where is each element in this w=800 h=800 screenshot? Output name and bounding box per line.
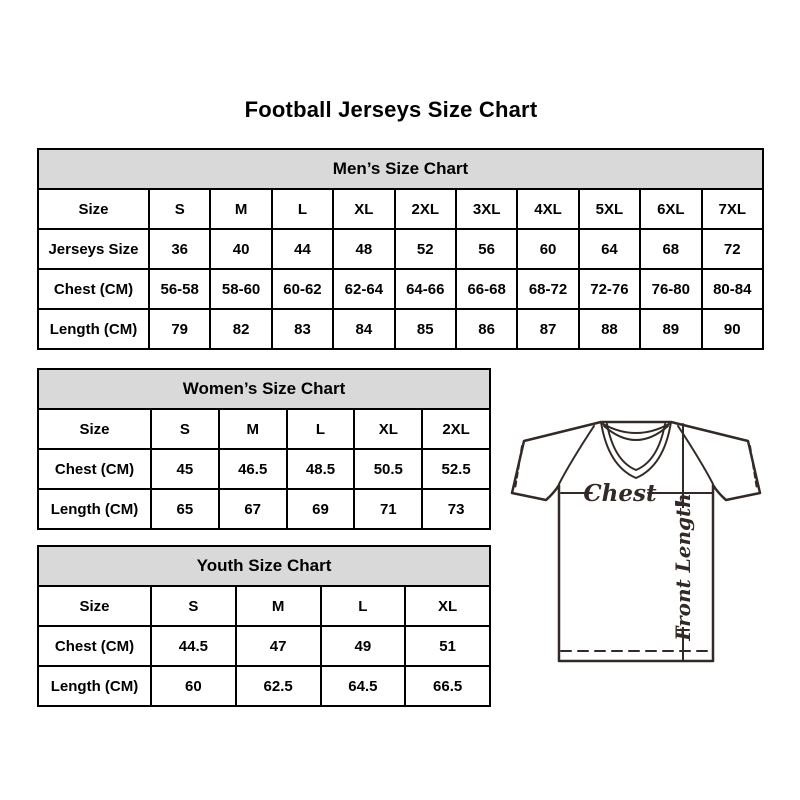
cell-value: 50.5	[354, 449, 422, 489]
cell-value: 68	[640, 229, 701, 269]
table-row	[38, 189, 763, 229]
section-title: Women’s Size Chart	[38, 369, 490, 409]
cell-value: 56	[456, 229, 517, 269]
cell-value: 82	[210, 309, 271, 349]
cell-value: M	[210, 189, 271, 229]
cell-value: 48.5	[287, 449, 355, 489]
cell-value: 64	[579, 229, 640, 269]
mens-size-table	[37, 148, 764, 350]
table-row	[38, 229, 763, 269]
cell-value: S	[149, 189, 210, 229]
section-title: Youth Size Chart	[38, 546, 490, 586]
cell-value: 49	[321, 626, 406, 666]
jersey-outline	[512, 422, 760, 661]
cell-value: S	[151, 409, 219, 449]
cell-value: 62.5	[236, 666, 321, 706]
cell-value: 52	[395, 229, 456, 269]
cell-value: 60-62	[272, 269, 333, 309]
cell-value: S	[151, 586, 236, 626]
cell-value: 47	[236, 626, 321, 666]
cell-value: XL	[354, 409, 422, 449]
youth-size-table	[37, 545, 491, 707]
cell-value: 86	[456, 309, 517, 349]
womens-size-table	[37, 368, 491, 530]
cell-value: 80-84	[702, 269, 763, 309]
cell-value: 69	[287, 489, 355, 529]
row-label: Size	[38, 409, 151, 449]
table-row	[38, 449, 490, 489]
cell-value: 4XL	[517, 189, 578, 229]
cell-value: 58-60	[210, 269, 271, 309]
cell-value: 5XL	[579, 189, 640, 229]
row-label: Jerseys Size	[38, 229, 149, 269]
table-row	[38, 269, 763, 309]
left-sleeve-seam	[559, 426, 594, 484]
section-header-row	[38, 149, 763, 189]
cell-value: 45	[151, 449, 219, 489]
row-label: Length (CM)	[38, 309, 149, 349]
cell-value: 3XL	[456, 189, 517, 229]
section-title: Men’s Size Chart	[38, 149, 763, 189]
front-length-label: Front Length	[671, 493, 695, 641]
cell-value: 83	[272, 309, 333, 349]
cell-value: 7XL	[702, 189, 763, 229]
cell-value: 72-76	[579, 269, 640, 309]
cell-value: 40	[210, 229, 271, 269]
cell-value: 2XL	[395, 189, 456, 229]
cell-value: 64-66	[395, 269, 456, 309]
cell-value: 64.5	[321, 666, 406, 706]
cell-value: 62-64	[333, 269, 394, 309]
table-row	[38, 309, 763, 349]
cell-value: 60	[151, 666, 236, 706]
section-header-row	[38, 546, 490, 586]
chest-label: Chest	[583, 480, 657, 507]
cell-value: XL	[405, 586, 490, 626]
cell-value: 84	[333, 309, 394, 349]
cell-value: 56-58	[149, 269, 210, 309]
cell-value: 79	[149, 309, 210, 349]
section-header-row	[38, 369, 490, 409]
row-label: Size	[38, 586, 151, 626]
cell-value: 68-72	[517, 269, 578, 309]
cell-value: 67	[219, 489, 287, 529]
cell-value: M	[236, 586, 321, 626]
row-label: Length (CM)	[38, 666, 151, 706]
cell-value: M	[219, 409, 287, 449]
cell-value: 71	[354, 489, 422, 529]
cell-value: 46.5	[219, 449, 287, 489]
cell-value: 88	[579, 309, 640, 349]
row-label: Chest (CM)	[38, 626, 151, 666]
cell-value: XL	[333, 189, 394, 229]
cell-value: 66.5	[405, 666, 490, 706]
cell-value: 87	[517, 309, 578, 349]
cell-value: 60	[517, 229, 578, 269]
row-label: Chest (CM)	[38, 449, 151, 489]
cell-value: L	[321, 586, 406, 626]
cell-value: 44	[272, 229, 333, 269]
cell-value: 36	[149, 229, 210, 269]
jersey-measurement-diagram	[504, 414, 766, 666]
cell-value: L	[272, 189, 333, 229]
cell-value: 2XL	[422, 409, 490, 449]
table-row	[38, 666, 490, 706]
cell-value: 85	[395, 309, 456, 349]
cell-value: 48	[333, 229, 394, 269]
table-row	[38, 489, 490, 529]
cell-value: 52.5	[422, 449, 490, 489]
table-row	[38, 586, 490, 626]
cell-value: 6XL	[640, 189, 701, 229]
cell-value: L	[287, 409, 355, 449]
table-row	[38, 409, 490, 449]
row-label: Chest (CM)	[38, 269, 149, 309]
cell-value: 51	[405, 626, 490, 666]
table-row	[38, 626, 490, 666]
cell-value: 66-68	[456, 269, 517, 309]
cell-value: 65	[151, 489, 219, 529]
row-label: Size	[38, 189, 149, 229]
cell-value: 90	[702, 309, 763, 349]
cell-value: 89	[640, 309, 701, 349]
row-label: Length (CM)	[38, 489, 151, 529]
page-title: Football Jerseys Size Chart	[244, 97, 538, 122]
cell-value: 76-80	[640, 269, 701, 309]
cell-value: 73	[422, 489, 490, 529]
cell-value: 72	[702, 229, 763, 269]
cell-value: 44.5	[151, 626, 236, 666]
